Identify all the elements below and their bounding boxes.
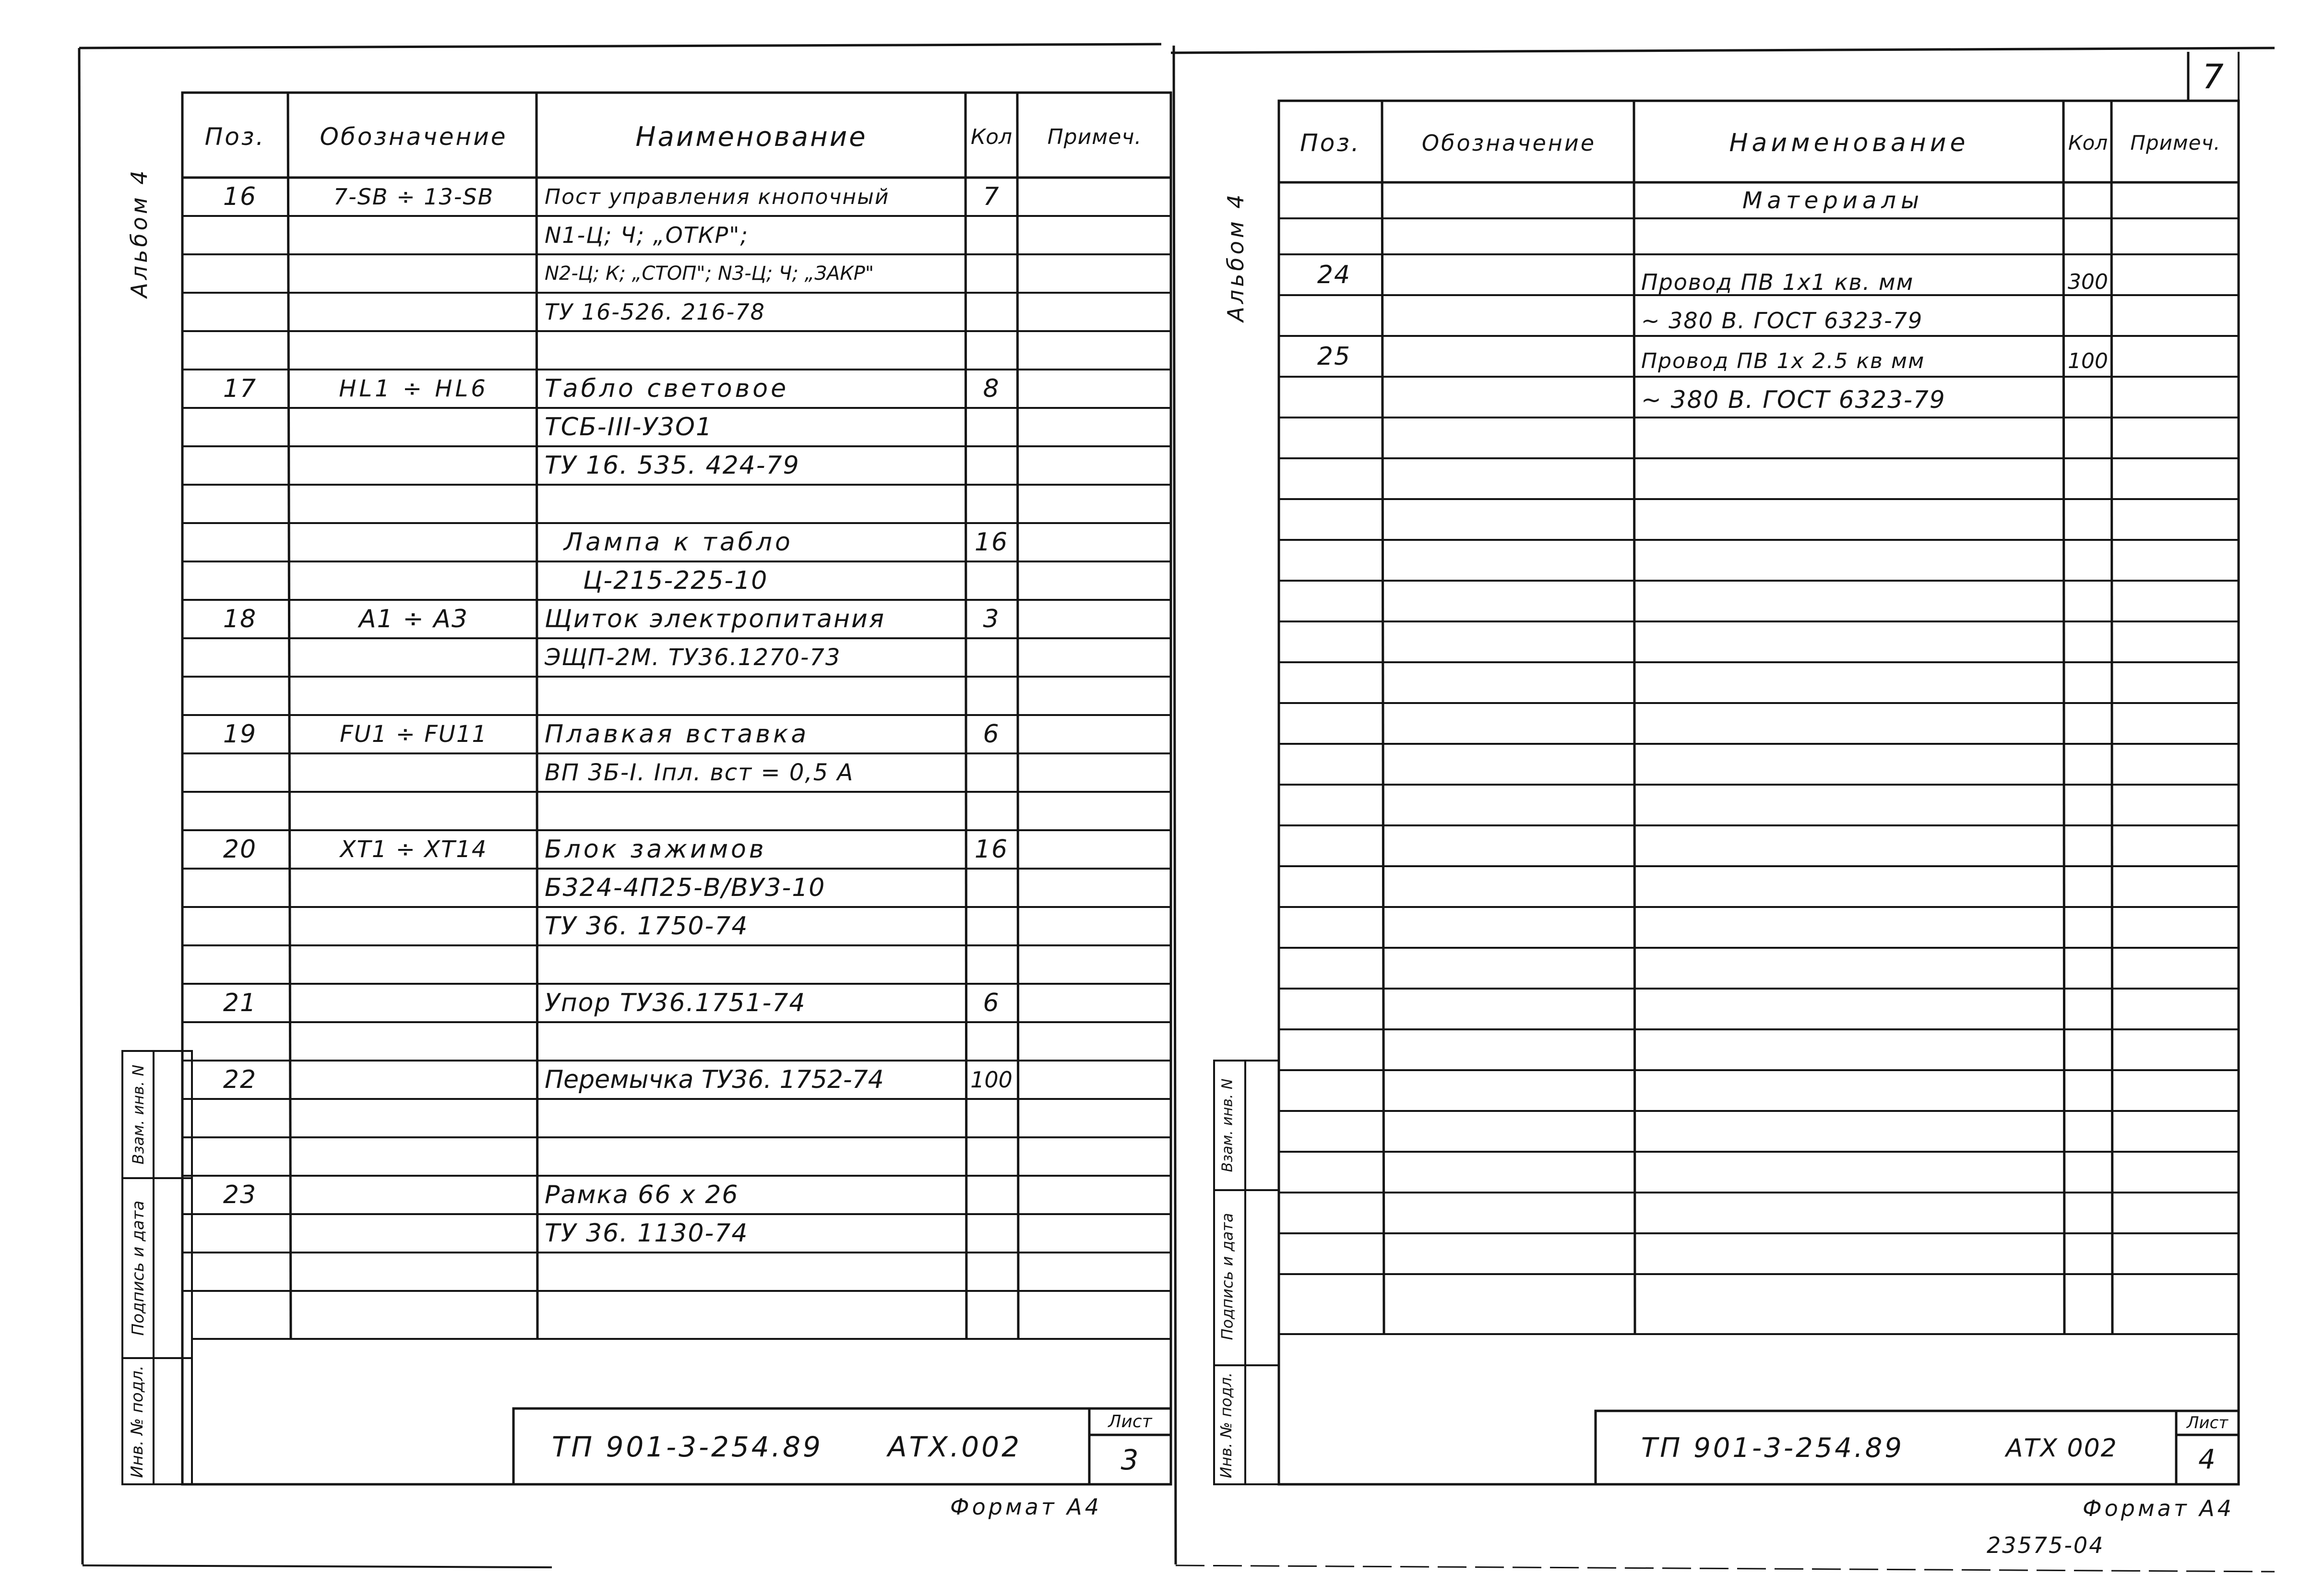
table-cell-name: N2-Ц; К; „СТОП"; N3-Ц; Ч; „ЗАКР" <box>545 263 874 285</box>
left-doc-code: ТП 901-3-254.89 <box>552 1431 823 1463</box>
table-cell-name: Плавкая вставка <box>545 720 810 749</box>
table-cell-name: Провод ПВ 1x 2.5 кв мм <box>1641 349 1925 373</box>
table-cell-name: ЭЩП-2М. ТУ36.1270-73 <box>545 644 841 671</box>
left-doc-type: АТХ.002 <box>888 1431 1022 1463</box>
left-format-label: Формат А4 <box>950 1494 1102 1520</box>
archive-number: 23575-04 <box>1987 1532 2105 1558</box>
table-cell-qty: 7 <box>983 182 1000 211</box>
stamp-replacement-inv: Взам. инв. N <box>1219 1078 1236 1172</box>
stamp-inv-original: Инв. № подл. <box>127 1365 147 1478</box>
table-cell-name: Рамка 66 x 26 <box>545 1181 739 1209</box>
left-header-note: Примеч. <box>1047 124 1142 149</box>
table-cell-pos: 21 <box>223 989 257 1017</box>
table-cell-designation: A1 ÷ A3 <box>359 605 468 633</box>
table-cell-name: Провод ПВ 1x1 кв. мм <box>1641 269 1914 295</box>
table-cell-name: Табло световое <box>545 374 789 403</box>
table-cell-name: Б324-4П25-В/ВУ3-10 <box>545 873 826 902</box>
right-header-name: Наименование <box>1729 128 1969 157</box>
table-cell-qty: 300 <box>2068 270 2108 294</box>
table-cell-qty: 16 <box>974 528 1009 557</box>
right-header-designation: Обозначение <box>1421 130 1597 156</box>
left-sheet-label: Лист <box>1108 1412 1152 1432</box>
left-album-label: Альбом 4 <box>126 167 152 298</box>
table-cell-pos: 17 <box>223 374 257 403</box>
right-doc-code: ТП 901-3-254.89 <box>1641 1432 1904 1464</box>
table-cell-name: ~ 380 В. ГОСТ 6323-79 <box>1641 385 1946 414</box>
right-sheet-label: Лист <box>2186 1413 2229 1432</box>
right-doc-type: АТХ 002 <box>2006 1433 2118 1463</box>
table-cell-designation: FU1 ÷ FU11 <box>340 721 488 748</box>
right-sheet-number: 4 <box>2198 1444 2217 1475</box>
right-album-label: Альбом 4 <box>1223 191 1249 322</box>
table-cell-qty: 3 <box>983 605 1000 633</box>
stamp-signature-date: Подпись и дата <box>1218 1213 1237 1340</box>
table-cell-name: ТУ 16. 535. 424-79 <box>545 451 800 480</box>
table-cell-pos: 20 <box>223 835 257 864</box>
table-cell-pos: 22 <box>223 1065 257 1094</box>
left-header-qty: Кол <box>970 124 1013 149</box>
table-cell-designation: XT1 ÷ XT14 <box>340 836 488 863</box>
table-cell-pos: 18 <box>223 605 257 633</box>
table-cell-qty: 6 <box>983 720 1000 749</box>
table-cell-pos: 25 <box>1317 342 1351 371</box>
table-cell-name: ВП 3Б-I. Iпл. вст = 0,5 А <box>545 759 854 786</box>
table-cell-name: ТУ 36. 1130-74 <box>545 1219 749 1248</box>
table-cell-name: Блок зажимов <box>545 835 767 864</box>
table-cell-name: Щиток электропитания <box>545 605 886 633</box>
table-cell-name: Лампа к табло <box>564 528 793 557</box>
table-cell-name: Пост управления кнопочный <box>545 184 890 209</box>
table-cell-qty: 100 <box>2068 349 2108 373</box>
table-cell-qty: 6 <box>983 989 1000 1017</box>
table-cell-name: ТУ 16-526. 216-78 <box>545 299 765 325</box>
table-cell-pos: 19 <box>223 720 257 749</box>
table-cell-designation: HL1 ÷ HL6 <box>339 375 489 402</box>
left-header-pos: Поз. <box>204 123 266 151</box>
left-sheet-number: 3 <box>1120 1443 1140 1476</box>
table-cell-qty: 8 <box>983 374 1000 403</box>
table-cell-qty: 16 <box>974 835 1009 864</box>
right-header-qty: Кол <box>2068 131 2108 155</box>
table-cell-pos: 16 <box>223 182 257 211</box>
right-header-note: Примеч. <box>2130 131 2221 155</box>
table-cell-name: Упор ТУ36.1751-74 <box>545 989 806 1017</box>
right-format-label: Формат А4 <box>2083 1495 2234 1521</box>
page-number: 7 <box>2202 57 2225 96</box>
table-cell-designation: 7-SB ÷ 13-SB <box>333 184 494 210</box>
table-cell-qty: 100 <box>970 1067 1013 1093</box>
stamp-replacement-inv: Взам. инв. N <box>129 1064 147 1165</box>
stamp-signature-date: Подпись и дата <box>128 1200 148 1336</box>
section-title: Материалы <box>1742 187 1924 214</box>
left-header-name: Наименование <box>635 121 868 153</box>
stamp-inv-original: Инв. № подл. <box>1217 1372 1235 1479</box>
table-cell-name: Перемычка ТУ36. 1752-74 <box>545 1065 884 1094</box>
table-cell-name: N1-Ц; Ч; „ОТКР"; <box>545 222 749 248</box>
table-cell-name: ТСБ-III-У3О1 <box>545 413 713 441</box>
table-cell-name: Ц-215-225-10 <box>583 566 768 595</box>
left-header-designation: Обозначение <box>320 123 508 151</box>
table-cell-pos: 23 <box>223 1181 257 1209</box>
right-header-pos: Поз. <box>1300 129 1361 157</box>
table-cell-pos: 24 <box>1317 260 1351 289</box>
table-cell-name: ~ 380 В. ГОСТ 6323-79 <box>1641 307 1923 334</box>
table-cell-name: ТУ 36. 1750-74 <box>545 912 749 941</box>
